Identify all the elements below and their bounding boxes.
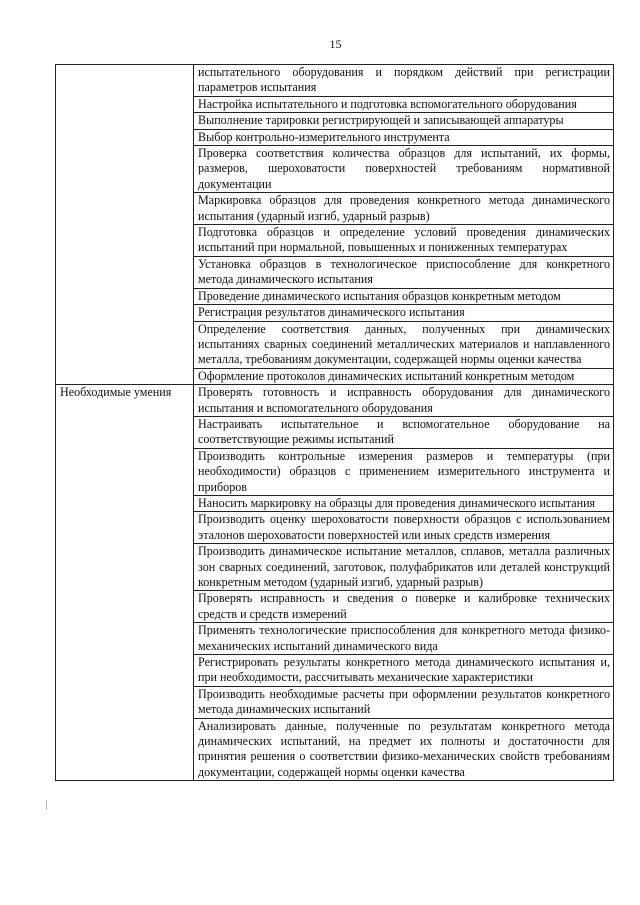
margin-mark (46, 800, 50, 810)
table-cell-text: Настройка испытательного и подготовка вспомогательного оборудования (194, 96, 614, 112)
table-cell-text: Определение соответствия данных, полученных при динамических испытаниях сварных соединений металлических материалов и наплавленного металла, требованиям документации, содержащей нормы оценки качества (194, 321, 614, 368)
table-cell-text: Производить оценку шероховатости поверхности образцов с использованием эталонов шероховатости поверхностей или иных средств измерения (194, 512, 614, 544)
table-cell-text: Применять технологические приспособления для конкретного метода физико-механических испытаний динамического вида (194, 623, 614, 655)
skills-table (55, 64, 614, 781)
table-cell-text: Регистрация результатов динамического испытания (194, 305, 614, 321)
table-cell-text: Регистрировать результаты конкретного метода динамического испытания и, при необходимости, рассчитывать механические характеристики (194, 655, 614, 687)
table-row (56, 65, 614, 97)
table-cell-text: испытательного оборудования и порядком действий при регистрации параметров испытания (194, 65, 614, 97)
table-cell-text: Выбор контрольно-измерительного инструмента (194, 129, 614, 145)
section-label-skills: Необходимые умения (56, 385, 194, 781)
table-cell-label (56, 65, 194, 385)
table-cell-text: Настраивать испытательное и вспомогательное оборудование на соответствующие режимы испытаний (194, 416, 614, 448)
table-row (56, 385, 614, 417)
table-cell-text: Оформление протоколов динамических испытаний конкретным методом (194, 368, 614, 384)
table-cell-text: Производить контрольные измерения размеров и температуры (при необходимости) образцов с применением измерительного инструмента и приборов (194, 448, 614, 495)
table-cell-text: Проведение динамического испытания образцов конкретным методом (194, 288, 614, 304)
table-cell-text: Наносить маркировку на образцы для проведения динамического испытания (194, 495, 614, 511)
table-cell-text: Выполнение тарировки регистрирующей и записывающей аппаратуры (194, 113, 614, 129)
table-cell-text: Подготовка образцов и определение условий проведения динамических испытаний при нормальной, повышенных и пониженных температурах (194, 225, 614, 257)
table-cell-text: Установка образцов в технологическое приспособление для конкретного метода динамического испытания (194, 256, 614, 288)
table-cell-text: Проверять исправность и сведения о поверке и калибровке технических средств и средств измерений (194, 591, 614, 623)
table-cell-text: Анализировать данные, полученные по результатам конкретного метода динамических испытаний, на предмет их полноты и достаточности для принятия решения о соответствии физико-механических свойств требованиям документации, содержащей нормы оценки качества (194, 718, 614, 781)
table-cell-text: Маркировка образцов для проведения конкретного метода динамического испытания (ударный изгиб, ударный разрыв) (194, 193, 614, 225)
table-cell-text: Производить динамическое испытание металлов, сплавов, металла различных зон сварных соединений, заготовок, полуфабрикатов или деталей конструкций конкретным методом (ударный изгиб, ударный разрыв) (194, 544, 614, 591)
table-cell-text: Проверка соответствия количества образцов для испытаний, их формы, размеров, шероховатости поверхностей требованиям нормативной документации (194, 146, 614, 193)
table-cell-text: Производить необходимые расчеты при оформлении результатов конкретного метода динамических испытаний (194, 686, 614, 718)
page-number: 15 (329, 37, 342, 51)
table-cell-text: Проверять готовность и исправность оборудования для динамического испытания и вспомогательного оборудования (194, 385, 614, 417)
